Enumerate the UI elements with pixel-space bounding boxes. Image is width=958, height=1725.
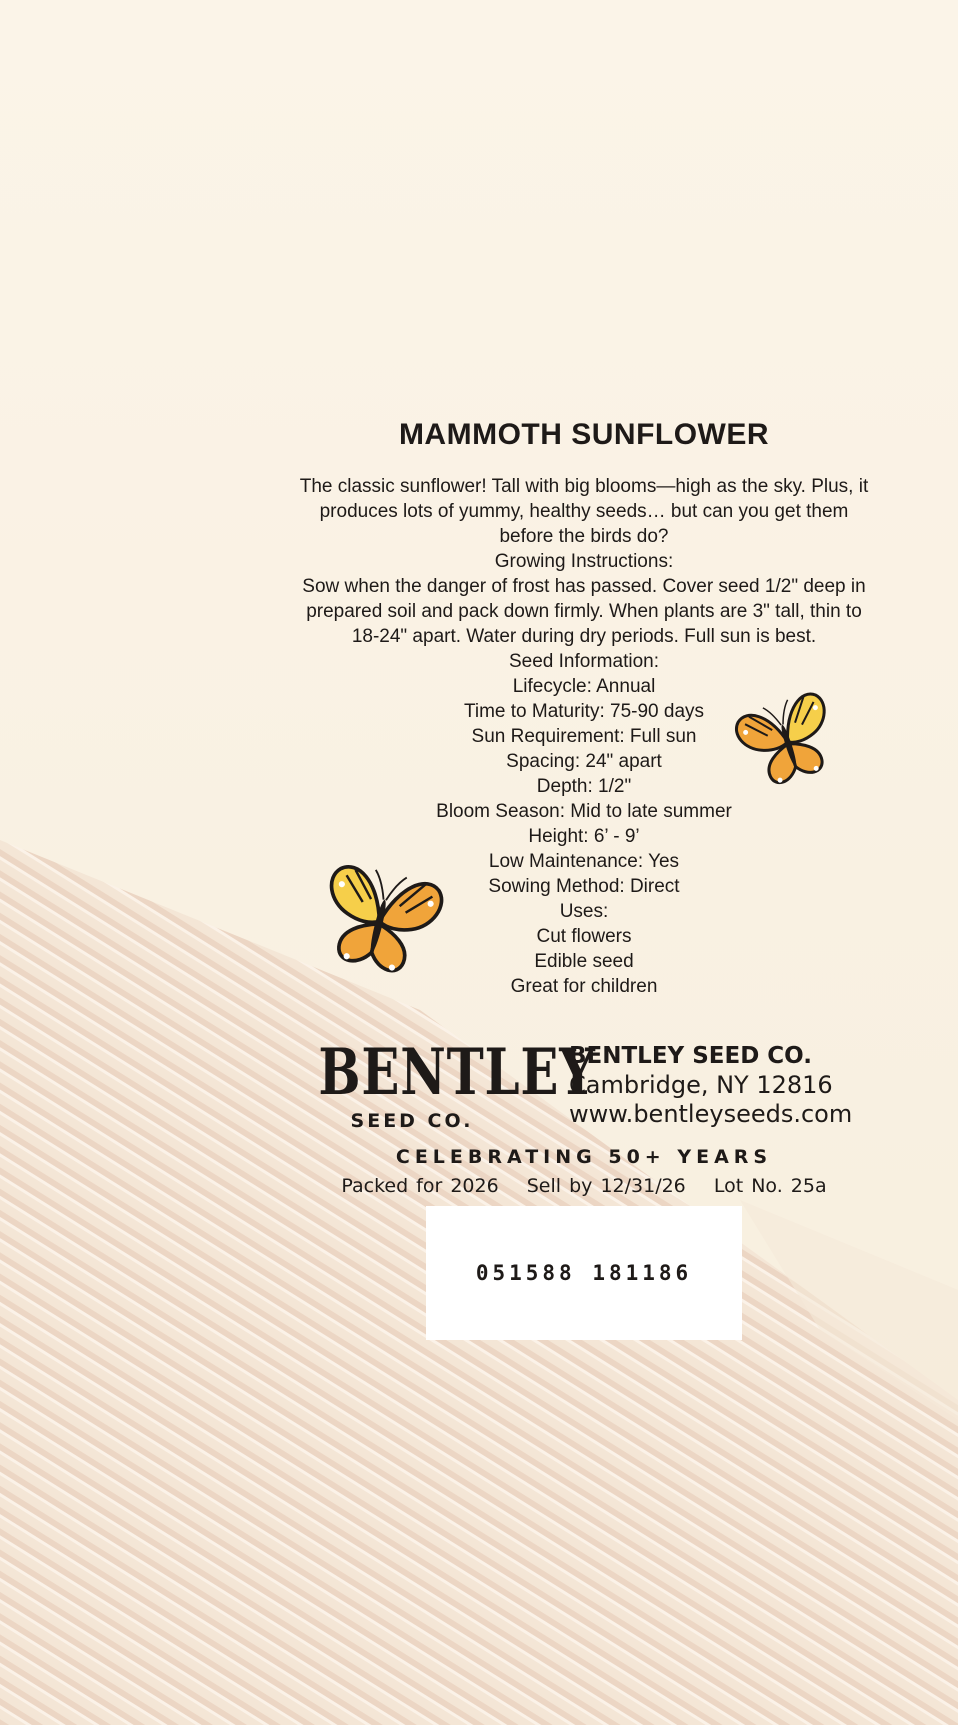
description-line: before the birds do? [499,526,669,547]
company-address [569,1042,852,1129]
packed-for: Packed for 2026 [341,1175,499,1197]
tagline: CELEBRATING 50+ YEARS [395,1146,773,1168]
growing-line: Sow when the danger of frost has passed. Cover seed 1/2" deep in [302,576,866,597]
lot-number: Lot No. 25a [713,1175,827,1197]
seed-info-heading: Seed Information: [509,651,659,672]
seed-info-item: Bloom Season: Mid to late summer [436,801,732,822]
logo-wordmark: BENTLEY [318,1035,596,1110]
seed-info-item: Spacing: 24" apart [506,751,662,772]
seed-info-item: Low Maintenance: Yes [488,851,680,872]
barcode-area [426,1206,742,1340]
logo-subtitle: SEED CO. [350,1110,474,1132]
use-item: Edible seed [534,951,634,972]
seed-info-item: Sun Requirement: Full sun [471,726,697,747]
company-city: Cambridge, NY 12816 [569,1071,833,1099]
product-title: MAMMOTH SUNFLOWER [398,418,770,451]
seed-info-item: Lifecycle: Annual [512,676,656,697]
company-website[interactable]: www.bentleyseeds.com [569,1100,853,1128]
use-item: Cut flowers [536,926,632,947]
growing-heading: Growing Instructions: [494,551,674,572]
seed-info-item: Depth: 1/2" [536,776,632,797]
packing-info [264,1175,904,1197]
description-line: produces lots of yummy, healthy seeds… but can you get them [319,501,849,522]
butterfly-icon [310,855,450,983]
butterfly-icon [730,690,844,790]
company-name: BENTLEY SEED CO. [569,1043,812,1069]
seed-info-item: Sowing Method: Direct [488,876,680,897]
seed-info-item: Time to Maturity: 75-90 days [463,701,705,722]
growing-line: prepared soil and pack down firmly. When plants are 3" tall, thin to [306,601,862,622]
growing-line: 18-24" apart. Water during dry periods. Full sun is best. [351,626,817,647]
seed-info-item: Height: 6’ - 9’ [528,826,640,847]
brand-logo [292,1035,596,1132]
use-item: Great for children [510,976,658,997]
uses-heading: Uses: [559,901,609,922]
barcode-number: 051588 181186 [475,1261,693,1285]
description-line: The classic sunflower! Tall with big blooms—high as the sky. Plus, it [299,476,869,497]
sell-by: Sell by 12/31/26 [526,1175,686,1197]
